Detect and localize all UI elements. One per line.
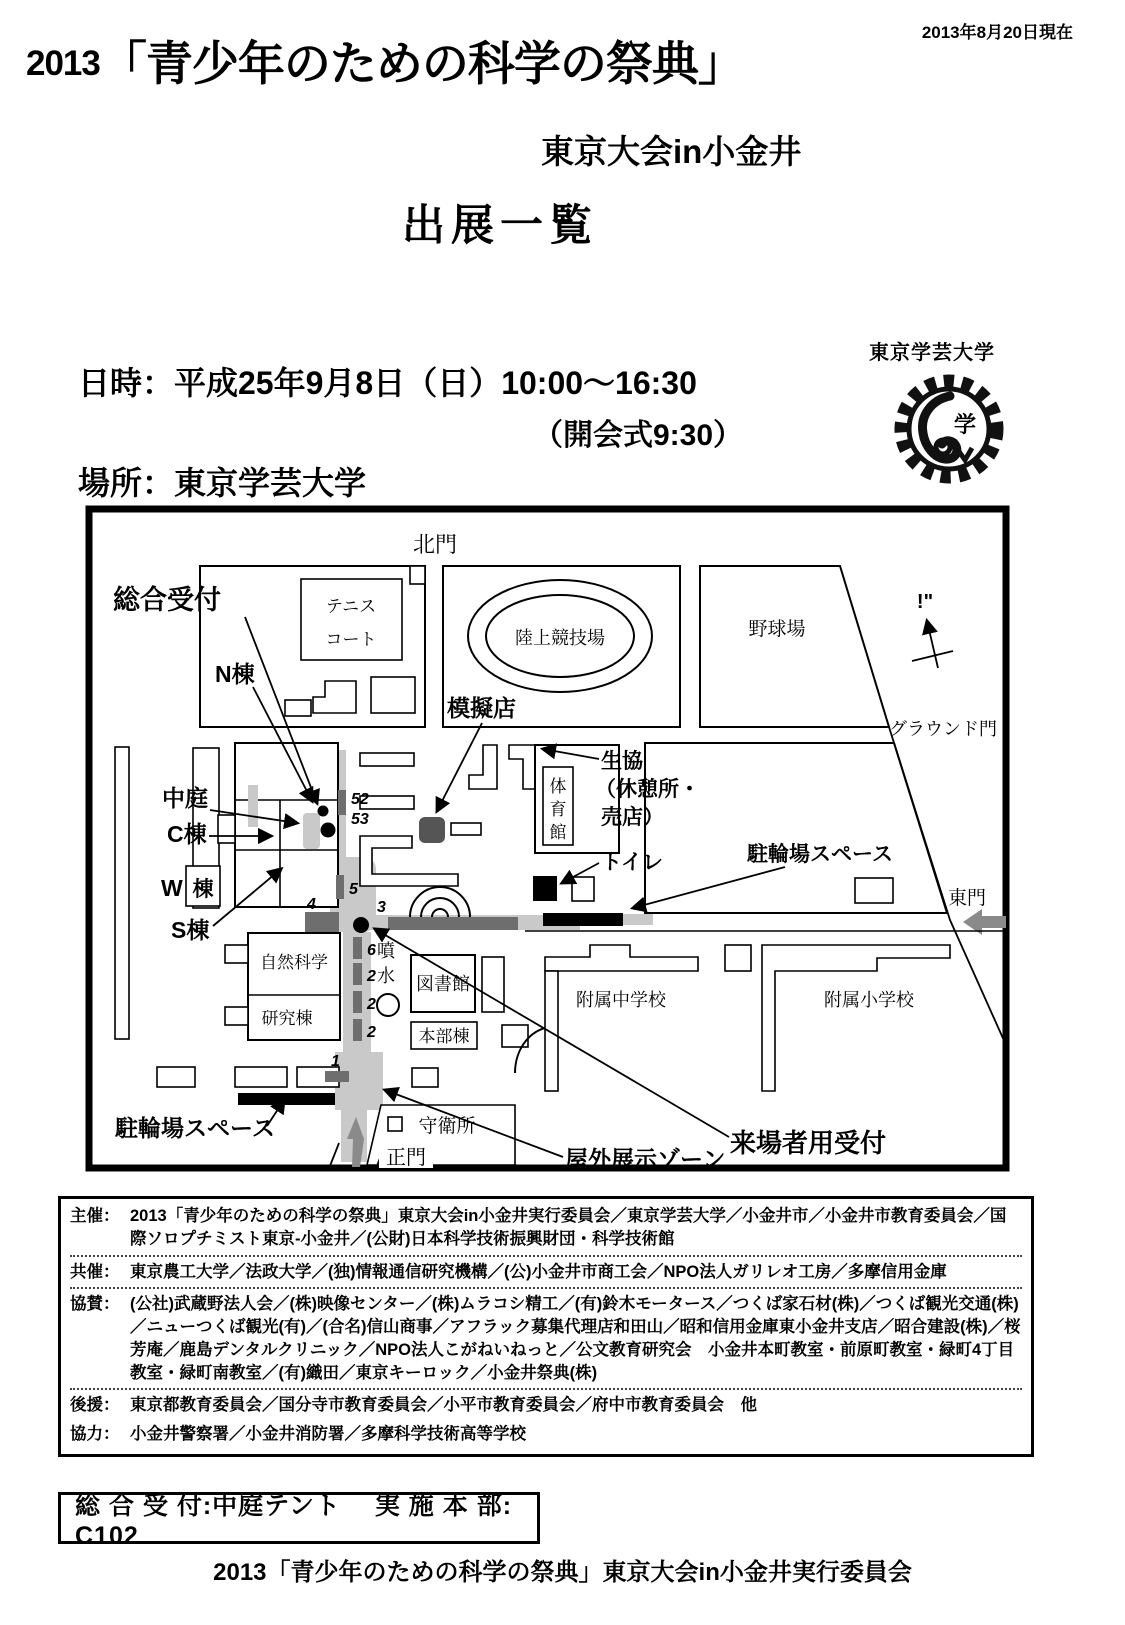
bicycle-left-label: 駐輪場スペース	[115, 1115, 275, 1141]
organizers-box	[58, 1196, 1034, 1457]
nc-building-complex	[218, 743, 338, 907]
title-main: 「青少年のための科学の祭典」	[99, 37, 744, 90]
s-bldg-label: S棟	[171, 917, 210, 943]
organizer-label: 協賛：	[70, 1295, 120, 1314]
campus-map	[85, 505, 1010, 1172]
athletics-label: 陸上競技場	[515, 628, 605, 648]
toilet-label: トイレ	[601, 851, 663, 874]
event-place: 場所：東京学芸大学	[78, 465, 367, 501]
library-label: 図書館	[416, 974, 470, 994]
marker-3: 3	[377, 899, 386, 916]
reception-dot-small	[318, 806, 329, 817]
organizer-text: (公社)武蔵野法人会／(株)映像センター／(株)ムラコシ精工／(有)鈴木モータース／つくば家石材(株)／つくば観光交通(株)／ニューつくば観光(有)／(合名)信山商事／アフラック募集代理店和田山／昭和信用金庫東小金井支店／昭合建設(株)／桜芳庵／鹿島デンタルクリニック／NPO法人こがねいねっと／公文教育研究会 小金井本町教室・前原町教室・緑町4丁目教室・緑町南教室／(有)織田／東京キーロック／小金井祭典(株)	[130, 1295, 1021, 1382]
bicycle-bar-right	[543, 913, 623, 926]
elementary-label: 附属小学校	[824, 990, 914, 1010]
courtyard-label: 中庭	[162, 785, 208, 811]
as-of-date: 2013年8月20日現在	[921, 23, 1073, 42]
marker-52: 52	[351, 791, 369, 808]
w-bldg-label-tou: 棟	[192, 878, 214, 901]
organizer-row-koen	[70, 1394, 1022, 1417]
organizer-text: 東京農工大学／法政大学／(独)情報通信研究機構／(公)小金井市商工会／NPO法人ガリレオ工房／多摩信用金庫	[130, 1262, 947, 1281]
compass-mark: !"	[916, 591, 934, 613]
main-gate-label: 正門	[386, 1147, 426, 1169]
organizer-label: 後援：	[70, 1396, 120, 1415]
marker-5: 5	[349, 881, 358, 898]
east-gate-label: 東門	[947, 888, 987, 909]
organizer-row-shusai	[70, 1205, 1022, 1251]
toilet-marker	[533, 876, 557, 901]
organizer-label: 協力：	[70, 1425, 120, 1444]
gym-label-3: 館	[549, 823, 567, 842]
university-name: 東京学芸大学	[869, 342, 995, 364]
baseball-label: 野球場	[748, 619, 806, 640]
dotted-divider	[70, 1287, 1022, 1289]
ground-gate-label: グラウンド門	[889, 719, 997, 739]
subtitle: 東京大会in小金井	[541, 133, 802, 170]
organizer-label: 共催：	[70, 1262, 120, 1281]
coop-label-1: 生協	[601, 750, 643, 773]
hq-label: 本部棟	[418, 1027, 470, 1046]
marker3-bar	[388, 917, 518, 930]
dotted-divider	[70, 1388, 1022, 1390]
library-block	[411, 955, 504, 1012]
perimeter-strip	[115, 747, 129, 1039]
north-gate-label: 北門	[412, 532, 458, 557]
marker-1: 1	[331, 1053, 340, 1070]
marker-53: 53	[351, 811, 369, 828]
organizer-row-kyosai	[70, 1261, 1022, 1284]
bicycle-bar-left	[238, 1093, 335, 1105]
event-ceremony: （開会式9:30）	[533, 419, 744, 452]
bottom-left-buildings	[157, 1067, 339, 1087]
research-label: 研究棟	[261, 1009, 313, 1028]
junction-dot	[353, 917, 369, 933]
organizer-text: 小金井警察署／小金井消防署／多摩科学技術高等学校	[130, 1425, 526, 1444]
gym-label-1: 体	[549, 777, 567, 796]
upper-right-block	[645, 743, 947, 913]
guard-label: 守衛所	[418, 1116, 476, 1137]
outdoor-zone-label: 屋外展示ゾーン	[565, 1146, 726, 1172]
fountain-label-1: 噴	[377, 941, 395, 961]
page-title	[26, 37, 744, 90]
marker-4: 4	[307, 896, 316, 913]
fountain-label-2: 水	[377, 966, 395, 986]
marker-2c: 2	[367, 1024, 376, 1041]
tennis-label-1: テニス	[325, 597, 377, 616]
visitor-reception-label: 来場者用受付	[730, 1128, 887, 1158]
bicycle-right-label: 駐輪場スペース	[747, 843, 893, 866]
reception-label: 総合受付	[113, 585, 221, 615]
organizer-label: 主催：	[70, 1207, 120, 1225]
courtyard-area	[303, 813, 320, 849]
title-year: 2013	[26, 44, 100, 83]
organizer-text: 東京都教育委員会／国分寺市教育委員会／小平市教育委員会／府中市教育委員会 他	[130, 1396, 757, 1415]
w-bldg-label-w: W	[161, 875, 183, 901]
organizer-row-kyoryoku	[70, 1423, 1022, 1446]
mock-shop-label: 模擬店	[447, 695, 516, 721]
tennis-block	[200, 566, 425, 727]
bicycle-bar-right-ext	[623, 914, 653, 925]
natsci-label: 自然科学	[260, 953, 328, 972]
c-bldg-label: C棟	[167, 821, 207, 847]
list-heading: 出展一覧	[402, 202, 598, 250]
mock-shop-marker	[419, 817, 445, 843]
reception-info-box: 総 合 受 付:中庭テント 実 施 本 部: C102	[58, 1492, 540, 1544]
organizer-text: 2013「青少年のための科学の祭典」東京大会in小金井実行委員会／東京学芸大学／小金井市／小金井市教育委員会／国際ソロプチミスト東京-小金井／(公財)日本科学技術振興財団・科学技術館	[130, 1207, 1007, 1248]
committee-footer: 2013「青少年のための科学の祭典」東京大会in小金井実行委員会	[213, 1559, 912, 1586]
emblem-seal-glyph: 学	[953, 412, 977, 437]
tennis-label-2: コート	[325, 630, 377, 649]
dotted-divider	[70, 1255, 1022, 1257]
fountain-circle	[377, 994, 399, 1016]
marker-6: 6	[367, 942, 376, 959]
coop-label-3: 売店）	[601, 806, 664, 829]
event-datetime: 日時：平成25年9月8日（日）10:00～16:30	[78, 365, 697, 401]
marker-2b: 2	[367, 996, 376, 1013]
n-bldg-label: N棟	[215, 661, 255, 687]
reception-dot-large	[321, 823, 336, 838]
coop-label-2: （休憩所・	[595, 778, 700, 801]
event-info	[78, 358, 743, 504]
organizer-row-kyosan	[70, 1293, 1022, 1384]
marker-2a: 2	[367, 968, 376, 985]
university-emblem-icon	[890, 370, 1008, 493]
gym-label-2: 育	[549, 800, 567, 819]
junior-high-label: 附属中学校	[576, 990, 666, 1010]
